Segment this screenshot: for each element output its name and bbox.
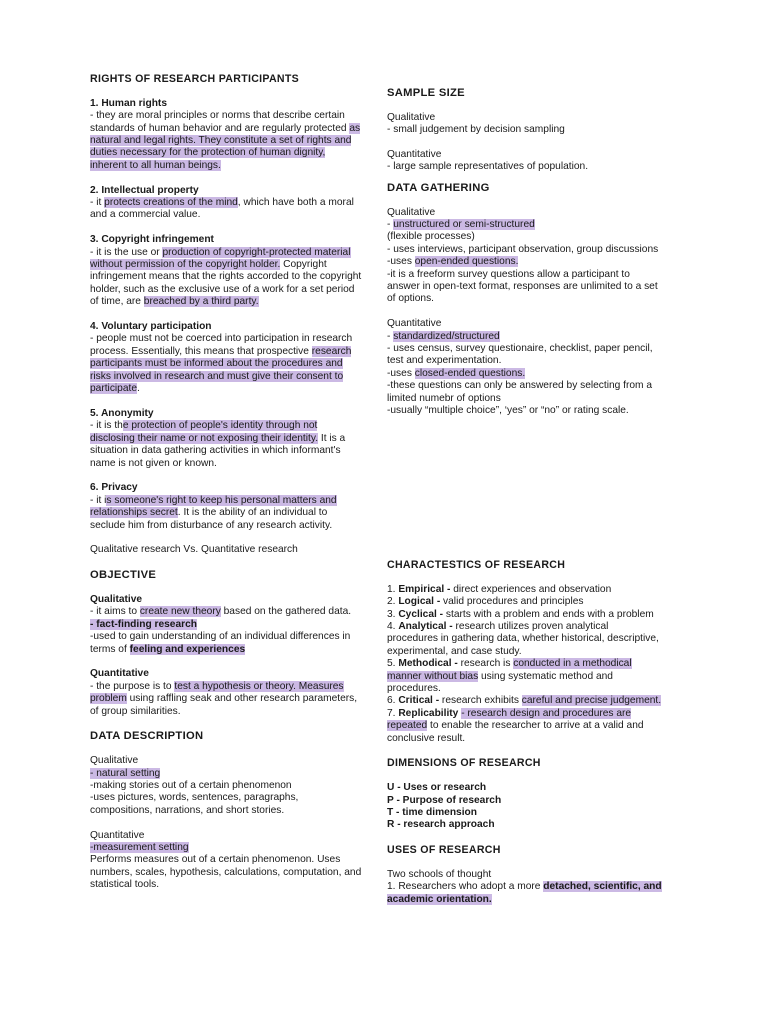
intellectual-text [90, 197, 362, 222]
description-qual-label: Qualitative [90, 755, 139, 767]
highlight: s someone's right to keep his personal matters and relationships secret [90, 494, 337, 519]
text-run: direct experiences and observation [450, 583, 612, 595]
characteristics-heading: CHARACTESTICS OF RESEARCH [387, 559, 566, 571]
char-item-6 [387, 695, 662, 707]
text-run: 1. Researchers who adopt a more [387, 881, 544, 893]
highlight: detached, scientific, and academic orientation. [387, 881, 662, 905]
right-column [387, 87, 662, 418]
text-run: - it is th [90, 420, 123, 432]
gathering-qual-5: -it is a freeform survey questions allow a participant to answer in open-text format, responses are unlimited to a set of options. [387, 268, 658, 305]
objective-qual-2 [90, 619, 362, 631]
gathering-qual-2: (flexible processes) [387, 231, 475, 243]
highlight: - research design and procedures are repeated [387, 707, 632, 732]
gathering-quant-1 [387, 331, 662, 343]
text-run: 2. [387, 596, 399, 608]
text-run: - it aims to [90, 606, 140, 618]
bold-run: Replicability [398, 707, 459, 719]
description-qual-1 [90, 768, 362, 780]
copyright-text [90, 247, 362, 309]
anonymity-text [90, 420, 362, 470]
text-run: 5. [387, 658, 399, 670]
text-run: starts with a problem and ends with a problem [443, 608, 654, 620]
description-quant-1 [90, 842, 362, 854]
text-run: -used to gain understanding of an individual differences in terms of [90, 631, 351, 655]
dimension-t: T - time dimension [387, 807, 477, 819]
objective-qual-label: Qualitative [90, 593, 143, 605]
section-human-rights [90, 98, 362, 172]
text-run: -uses [387, 367, 415, 379]
highlight: e protection of people's identity through not disclosing their name or not exposing their identity. [90, 420, 319, 444]
text-run: 3. [387, 608, 399, 620]
highlight: -measurement setting [90, 841, 189, 853]
highlight: protects creations of the mind [104, 197, 238, 209]
text-run: , which have both a moral and a commercial value. [90, 197, 354, 221]
rights-title: RIGHTS OF RESEARCH PARTICIPANTS [90, 73, 300, 85]
uses-text-2 [387, 881, 662, 906]
text-run: - [387, 219, 394, 231]
intellectual-heading: 2. Intellectual property [90, 184, 199, 196]
gathering-quant-3 [387, 368, 662, 380]
text-run: Copyright infringement means that the rights accorded to the copyright holder, such as the exclusive use of a work for a set period of time, are [90, 259, 362, 308]
objective-quant-label: Quantitative [90, 668, 149, 680]
bold-run: Analytical - [398, 621, 453, 633]
sample-heading: SAMPLE SIZE [387, 87, 465, 99]
uses-heading: USES OF RESEARCH [387, 844, 501, 857]
char-item-2 [387, 596, 662, 608]
highlight: careful and precise judgement. [521, 695, 662, 707]
objective-qual-3 [90, 631, 362, 656]
text-run: - it [90, 197, 105, 209]
description-qual-3: -uses pictures, words, sentences, paragraphs, compositions, narrations, and short stories. [90, 792, 299, 816]
right-column-lower [387, 559, 662, 906]
highlight: production of copyright-protected material without permission of the copyright holder. [90, 246, 351, 271]
section-data-description [90, 730, 362, 891]
text-run: . [137, 383, 140, 395]
privacy-text [90, 495, 362, 532]
text-run: - [387, 330, 394, 342]
highlight: - fact-finding research [90, 618, 197, 630]
highlight: standardized/structured [393, 330, 500, 342]
text-run: -uses [387, 256, 415, 268]
section-intellectual-property [90, 185, 362, 222]
char-item-5 [387, 658, 662, 695]
bold-run: Logical - [398, 596, 441, 608]
text-run: research exhibits [439, 695, 522, 707]
description-heading: DATA DESCRIPTION [90, 730, 204, 743]
text-run: - it is the use or [90, 246, 163, 258]
voluntary-heading: 4. Voluntary participation [90, 321, 212, 333]
gathering-heading: DATA GATHERING [387, 181, 490, 194]
voluntary-text [90, 333, 362, 395]
section-privacy [90, 482, 362, 532]
highlight: as natural and legal rights. They constitute a set of rights and duties necessary for the protection of human dignity, inherent to all human beings. [90, 122, 361, 171]
text-run: 6. [387, 695, 399, 707]
privacy-heading: 6. Privacy [90, 482, 138, 494]
dimension-r: R - research approach [387, 819, 495, 831]
section-copyright [90, 234, 362, 308]
objective-heading: OBJECTIVE [90, 569, 157, 582]
section-characteristics [387, 559, 662, 745]
human-rights-text [90, 110, 362, 172]
text-run: research utilizes proven analytical procedures in gathering data, whether historical, descriptive, experimental, and case study. [387, 621, 659, 657]
highlight: breached by a third party. [143, 296, 259, 308]
sample-qual-text: - small judgement by decision sampling [387, 124, 565, 136]
section-voluntary [90, 321, 362, 395]
highlight: feeling and experiences [129, 643, 246, 655]
dimension-p: P - Purpose of research [387, 794, 502, 806]
objective-quant-1 [90, 681, 362, 718]
highlight: conducted in a methodical manner without bias [387, 658, 632, 682]
text-run: 1. [387, 583, 399, 595]
text-run: valid procedures and principles [440, 596, 584, 608]
char-item-7 [387, 708, 662, 745]
highlight: open-ended questions. [414, 256, 519, 268]
gathering-quant-2: - uses census, survey questionaire, checklist, paper pencil, test and experimentation. [387, 343, 653, 367]
section-uses [387, 844, 662, 906]
text-run: to enable the researcher to arrive at a valid and conclusive result. [387, 720, 644, 744]
text-run: using raffling seak and other research parameters, of group similarities. [90, 693, 358, 717]
text-run: 7. [387, 707, 399, 719]
highlight: test a hypothesis or theory. Measures problem [90, 680, 344, 705]
text-run: based on the gathered data. [220, 606, 352, 618]
highlight: unstructured or semi-structured [393, 219, 535, 231]
text-run: - people must not be coerced into participation in research process. Essentially, this means that prospective [90, 333, 353, 357]
left-column [90, 73, 362, 892]
bold-run: Cyclical - [398, 608, 444, 620]
human-rights-heading: 1. Human rights [90, 97, 167, 109]
anonymity-heading: 5. Anonymity [90, 407, 154, 419]
section-sample-size [387, 87, 662, 174]
sample-quant-label: Quantitative [387, 149, 442, 160]
bold-run: Methodical - [398, 658, 458, 670]
gathering-qual-label: Qualitative [387, 206, 436, 218]
gathering-qual-3: - uses interviews, participant observation, group discussions [387, 243, 659, 255]
dimension-u: U - Uses or research [387, 782, 487, 794]
highlight: closed-ended questions. [414, 367, 526, 379]
section-objective [90, 569, 362, 718]
description-quant-label: Quantitative [90, 829, 145, 841]
gathering-qual-1 [387, 219, 662, 231]
text-run: research is [457, 658, 514, 670]
section-dimensions [387, 757, 662, 831]
highlight: create new theory [139, 606, 221, 618]
text-run: using systematic method and procedures. [387, 670, 613, 695]
text-run: . It is the ability of an individual to seclude him from disturbance of any research activity. [90, 507, 333, 531]
text-run: - the purpose is to [90, 680, 175, 692]
char-item-4 [387, 621, 662, 658]
sample-qual-label: Qualitative [387, 111, 436, 123]
section-anonymity [90, 408, 362, 470]
copyright-heading: 3. Copyright infringement [90, 234, 214, 246]
highlight: - natural setting [90, 767, 161, 779]
description-qual-2: -making stories out of a certain phenomenon [90, 779, 292, 791]
uses-text-1: Two schools of thought [387, 869, 492, 881]
gathering-quant-4: -these questions can only be answered by selecting from a limited numebr of options [387, 380, 653, 404]
text-run: It is a situation in data gathering activities in which informant's name is not given or known. [90, 432, 346, 469]
text-run: - it i [90, 494, 107, 506]
objective-qual-1 [90, 606, 362, 618]
gathering-quant-5: -usually “multiple choice”, ‘yes” or “no” or rating scale. [387, 405, 629, 417]
highlight: research participants must be informed about the procedures and risks involved in research and must give their consent to participate [90, 345, 352, 395]
char-item-1 [387, 584, 662, 596]
gathering-qual-4 [387, 256, 662, 268]
bold-run: Empirical - [398, 583, 451, 595]
sample-quant-text: - large sample representatives of population. [387, 161, 589, 173]
gathering-quant-label: Quantitative [387, 318, 442, 330]
section-data-gathering [387, 182, 662, 418]
char-item-3 [387, 609, 662, 621]
versus-line: Qualitative research Vs. Quantitative research [90, 544, 298, 556]
description-quant-2: Performs measures out of a certain phenomenon. Uses numbers, scales, hypothesis, calculations, computation, and statistical tools. [90, 854, 362, 891]
text-run: - they are moral principles or norms that describe certain standards of human behavior and are regularly protected [90, 110, 350, 134]
bold-run: Critical - [398, 695, 440, 707]
text-run: 4. [387, 621, 399, 633]
dimensions-heading: DIMENSIONS OF RESEARCH [387, 757, 541, 770]
